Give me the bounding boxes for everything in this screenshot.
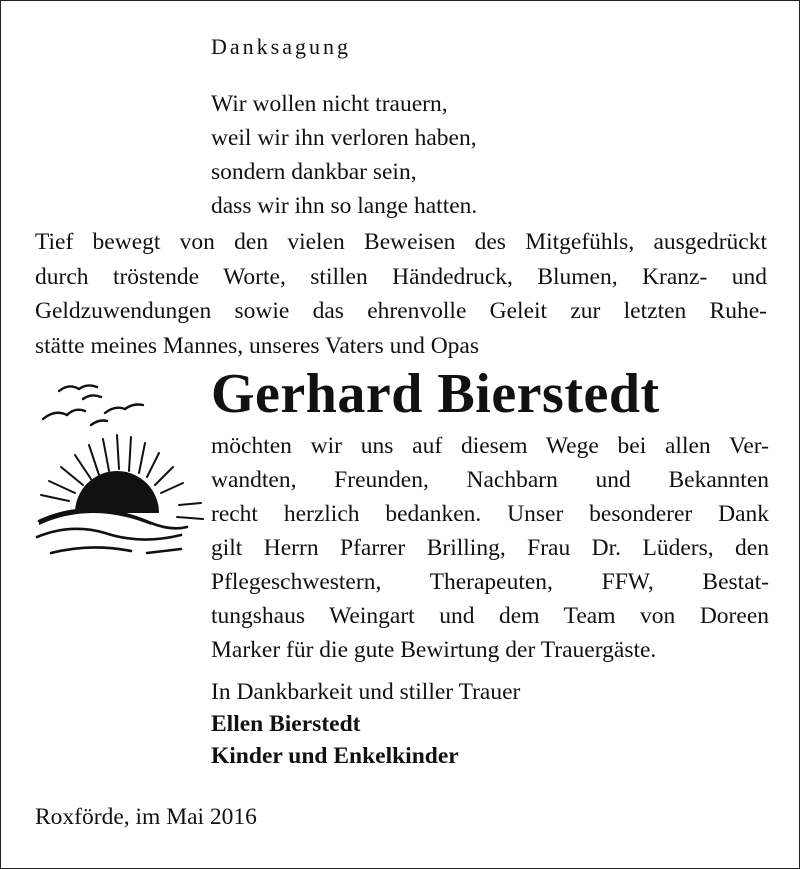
heading: Danksagung: [211, 34, 351, 59]
signer-family: Kinder und Enkelkinder: [211, 743, 459, 769]
intro-line: Tief bewegt von den vielen Beweisen des Mitgefühls, ausgedrückt: [35, 229, 767, 255]
body-line: tungshaus Weingart und dem Team von Doreen: [211, 603, 769, 629]
poem-line: Wir wollen nicht trauern,: [211, 91, 448, 117]
deceased-name: Gerhard Bierstedt: [211, 363, 660, 425]
intro-paragraph: [35, 225, 767, 363]
closing-block: [211, 676, 520, 772]
signer-primary: Ellen Bierstedt: [211, 711, 361, 737]
birds-icon: [43, 385, 143, 425]
body-line: möchten wir uns auf diesem Wege bei allen Ver-: [211, 433, 769, 459]
poem-line: dass wir ihn so lange hatten.: [211, 193, 478, 219]
poem: [211, 87, 477, 223]
intro-line: stätte meines Mannes, unseres Vaters und Opas: [35, 332, 480, 359]
intro-line: Geldzuwendungen sowie das ehrenvolle Geleit zur letzten Ruhe-: [35, 298, 767, 324]
poem-line: sondern dankbar sein,: [211, 159, 417, 185]
place-date: Roxförde, im Mai 2016: [35, 804, 257, 830]
poem-line: weil wir ihn verloren haben,: [211, 125, 477, 151]
intro-line: durch tröstende Worte, stillen Händedruck, Blumen, Kranz- und: [35, 263, 767, 290]
body-line: gilt Herrn Pfarrer Brilling, Frau Dr. Lüders, den: [211, 535, 769, 561]
body-line: wandten, Freunden, Nachbarn und Bekannten: [211, 467, 769, 493]
body-line: Marker für die gute Bewirtung der Trauergäste.: [211, 637, 657, 663]
body-line: Pflegeschwestern, Therapeuten, FFW, Bestat-: [211, 569, 769, 595]
body-line: recht herzlich bedanken. Unser besonderer Dank: [211, 501, 769, 527]
closing-phrase: In Dankbarkeit und stiller Trauer: [211, 679, 521, 705]
sunset-birds-illustration: [31, 373, 211, 563]
thanks-paragraph: [211, 429, 769, 667]
